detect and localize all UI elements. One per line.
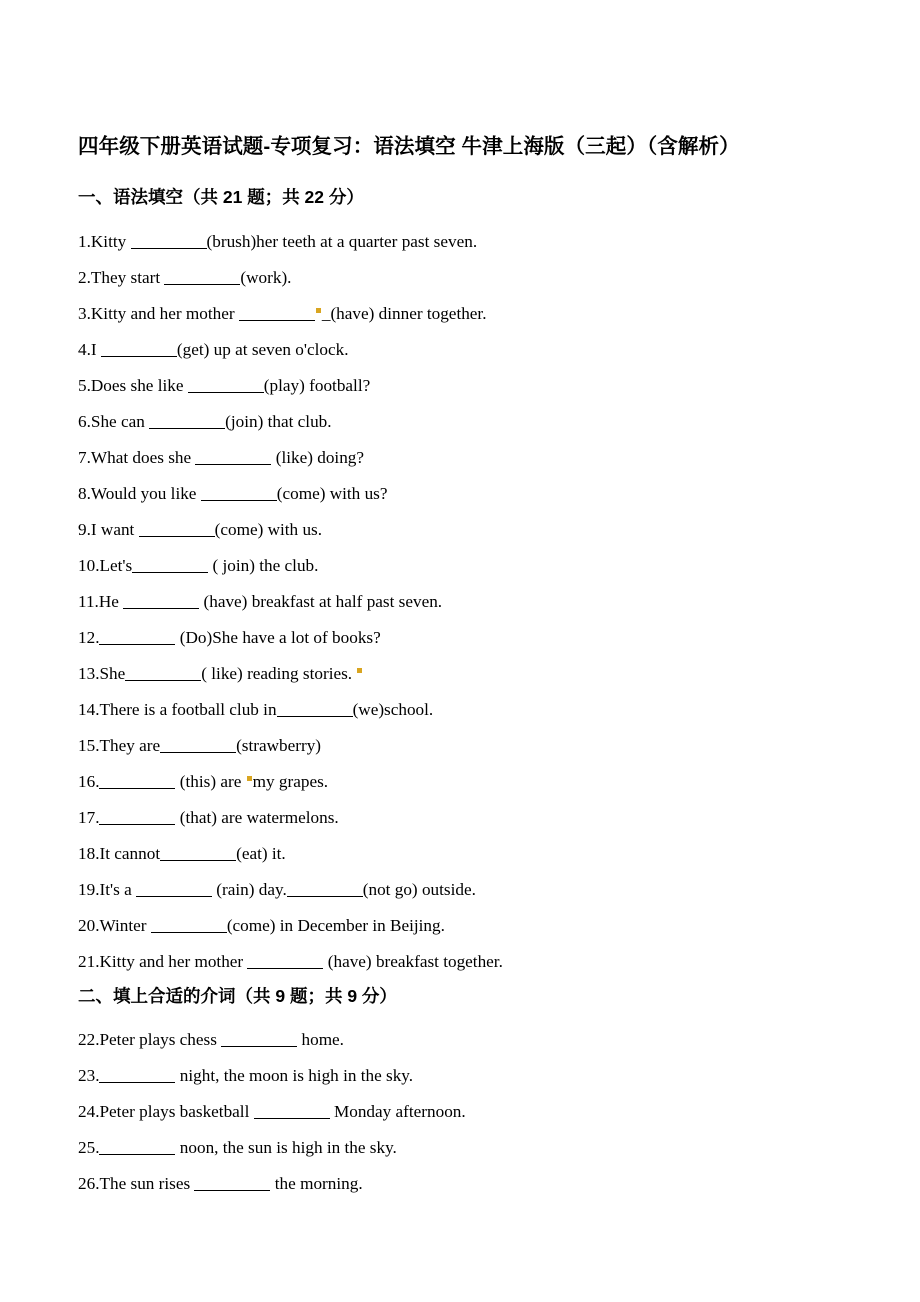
question-text-before-blank: They are <box>99 736 161 755</box>
question-number: 18. <box>78 844 100 863</box>
question-item <box>78 368 845 404</box>
question-number: 5. <box>78 376 91 395</box>
answer-blank[interactable] <box>99 627 175 644</box>
answer-blank[interactable] <box>99 771 175 788</box>
question-text-after-blank: (we)school. <box>352 700 434 719</box>
question-text-after-blank: (get) up at seven o'clock. <box>176 340 349 359</box>
answer-blank[interactable] <box>99 1137 175 1154</box>
question-text-after-blank: (come) with us? <box>276 484 388 503</box>
answer-blank[interactable] <box>99 1065 175 1082</box>
question-list-grammar-fill <box>78 210 845 980</box>
answer-blank[interactable] <box>239 303 315 320</box>
question-text-after-blank: the morning. <box>270 1174 363 1193</box>
section-heading-1: 一、语法填空（共 21 题；共 22 分） <box>78 187 364 207</box>
answer-blank[interactable] <box>277 699 353 716</box>
question-item <box>78 836 845 872</box>
question-number: 6. <box>78 412 91 431</box>
question-item <box>78 908 845 944</box>
question-text-before-blank: There is a football club in <box>99 700 277 719</box>
question-text-before-blank: Kitty and her mother <box>90 304 239 323</box>
answer-blank[interactable] <box>101 339 177 356</box>
answer-blank[interactable] <box>149 411 225 428</box>
question-text-before-blank: The sun rises <box>99 1174 195 1193</box>
question-number: 11. <box>78 592 99 611</box>
question-number: 10. <box>78 556 100 575</box>
question-number: 4. <box>78 340 91 359</box>
question-item <box>78 260 845 296</box>
answer-blank[interactable] <box>254 1101 330 1118</box>
question-text-before-blank: I <box>90 340 101 359</box>
question-number: 1. <box>78 232 91 251</box>
question-number: 8. <box>78 484 91 503</box>
answer-blank[interactable] <box>221 1029 297 1046</box>
question-text-before-blank: Would you like <box>90 484 201 503</box>
question-text-before-blank: She can <box>90 412 150 431</box>
question-text-after-blank: (work). <box>240 268 292 287</box>
answer-blank[interactable] <box>139 519 215 536</box>
question-text-before-blank: Peter plays chess <box>99 1030 222 1049</box>
question-text-after-blank-secondary: (not go) outside. <box>362 880 476 899</box>
question-item <box>78 1058 845 1094</box>
question-text-before-blank: Peter plays basketball <box>99 1102 254 1121</box>
question-text-after-blank: ( join) the club. <box>208 556 319 575</box>
question-item <box>78 404 845 440</box>
question-text-before-blank: Let's <box>99 556 133 575</box>
question-number: 17. <box>78 808 100 827</box>
question-text-after-blank: (Do)She have a lot of books? <box>175 628 381 647</box>
question-text-before-blank: Does she like <box>90 376 188 395</box>
answer-blank[interactable] <box>125 663 201 680</box>
question-number: 2. <box>78 268 91 287</box>
annotation-mark-icon <box>247 776 252 781</box>
question-item <box>78 1022 845 1058</box>
question-text-tail: my grapes. <box>252 772 329 791</box>
answer-blank[interactable] <box>132 555 208 572</box>
answer-blank[interactable] <box>160 843 236 860</box>
answer-blank-secondary[interactable] <box>287 879 363 896</box>
question-text-after-blank: (this) are <box>175 772 246 791</box>
question-number: 9. <box>78 520 91 539</box>
question-text-before-blank: She <box>99 664 126 683</box>
question-text-after-blank: _(have) dinner together. <box>321 304 487 323</box>
answer-blank[interactable] <box>160 735 236 752</box>
answer-blank[interactable] <box>136 879 212 896</box>
question-text-before-blank: Kitty <box>90 232 131 251</box>
answer-blank[interactable] <box>201 483 277 500</box>
answer-blank[interactable] <box>131 231 207 248</box>
question-text-after-blank: (rain) day. <box>212 880 287 899</box>
question-list-prepositions <box>78 1009 845 1202</box>
question-number: 21. <box>78 952 100 971</box>
question-item <box>78 296 845 332</box>
question-number: 12. <box>78 628 100 647</box>
question-text-before-blank: It cannot <box>99 844 161 863</box>
question-number: 14. <box>78 700 100 719</box>
annotation-mark-icon <box>357 668 362 673</box>
answer-blank[interactable] <box>123 591 199 608</box>
question-item <box>78 872 845 908</box>
question-text-after-blank: (brush)her teeth at a quarter past seven. <box>206 232 478 251</box>
question-text-before-blank: I want <box>90 520 139 539</box>
question-item <box>78 1166 845 1202</box>
question-item <box>78 476 845 512</box>
question-text-before-blank: Winter <box>99 916 151 935</box>
question-item <box>78 332 845 368</box>
question-text-after-blank: home. <box>297 1030 344 1049</box>
question-number: 20. <box>78 916 100 935</box>
answer-blank[interactable] <box>188 375 264 392</box>
question-item <box>78 548 845 584</box>
question-text-before-blank: They start <box>90 268 165 287</box>
question-text-after-blank: (have) breakfast together. <box>323 952 503 971</box>
question-item <box>78 944 845 980</box>
question-item <box>78 620 845 656</box>
question-number: 7. <box>78 448 91 467</box>
question-text-before-blank: What does she <box>90 448 196 467</box>
question-number: 24. <box>78 1102 100 1121</box>
question-item <box>78 692 845 728</box>
question-item <box>78 512 845 548</box>
question-text-after-blank: night, the moon is high in the sky. <box>175 1066 414 1085</box>
answer-blank[interactable] <box>99 807 175 824</box>
question-text-before-blank: It's a <box>99 880 136 899</box>
page-title: 四年级下册英语试题-专项复习：语法填空 牛津上海版（三起）（含解析） <box>78 135 740 158</box>
question-text-after-blank: (strawberry) <box>236 736 322 755</box>
annotation-mark-icon <box>316 308 321 313</box>
section-heading-2: 二、填上合适的介词（共 9 题；共 9 分） <box>78 986 397 1006</box>
question-text-after-blank: ( like) reading stories. <box>201 664 357 683</box>
question-text-after-blank: (play) football? <box>263 376 371 395</box>
question-number: 3. <box>78 304 91 323</box>
question-number: 26. <box>78 1174 100 1193</box>
question-text-before-blank: He <box>98 592 124 611</box>
question-number: 15. <box>78 736 100 755</box>
question-text-after-blank: (join) that club. <box>225 412 332 431</box>
question-item <box>78 224 845 260</box>
question-text-after-blank: (like) doing? <box>271 448 365 467</box>
answer-blank[interactable] <box>195 447 271 464</box>
question-item <box>78 1130 845 1166</box>
question-number: 25. <box>78 1138 100 1157</box>
question-text-before-blank: Kitty and her mother <box>99 952 248 971</box>
question-number: 16. <box>78 772 100 791</box>
question-item <box>78 584 845 620</box>
question-text-after-blank: (eat) it. <box>236 844 286 863</box>
question-text-after-blank: (have) breakfast at half past seven. <box>199 592 443 611</box>
question-item <box>78 764 845 800</box>
answer-blank[interactable] <box>151 915 227 932</box>
answer-blank[interactable] <box>164 267 240 284</box>
answer-blank[interactable] <box>247 951 323 968</box>
question-item <box>78 800 845 836</box>
question-number: 23. <box>78 1066 100 1085</box>
question-text-after-blank: Monday afternoon. <box>329 1102 466 1121</box>
question-item <box>78 440 845 476</box>
answer-blank[interactable] <box>194 1173 270 1190</box>
question-number: 13. <box>78 664 100 683</box>
question-number: 19. <box>78 880 100 899</box>
question-text-after-blank: (that) are watermelons. <box>175 808 339 827</box>
question-item <box>78 656 845 692</box>
question-text-after-blank: (come) in December in Beijing. <box>226 916 445 935</box>
question-item <box>78 1094 845 1130</box>
question-text-after-blank: noon, the sun is high in the sky. <box>175 1138 397 1157</box>
question-text-after-blank: (come) with us. <box>214 520 323 539</box>
question-number: 22. <box>78 1030 100 1049</box>
question-item <box>78 728 845 764</box>
